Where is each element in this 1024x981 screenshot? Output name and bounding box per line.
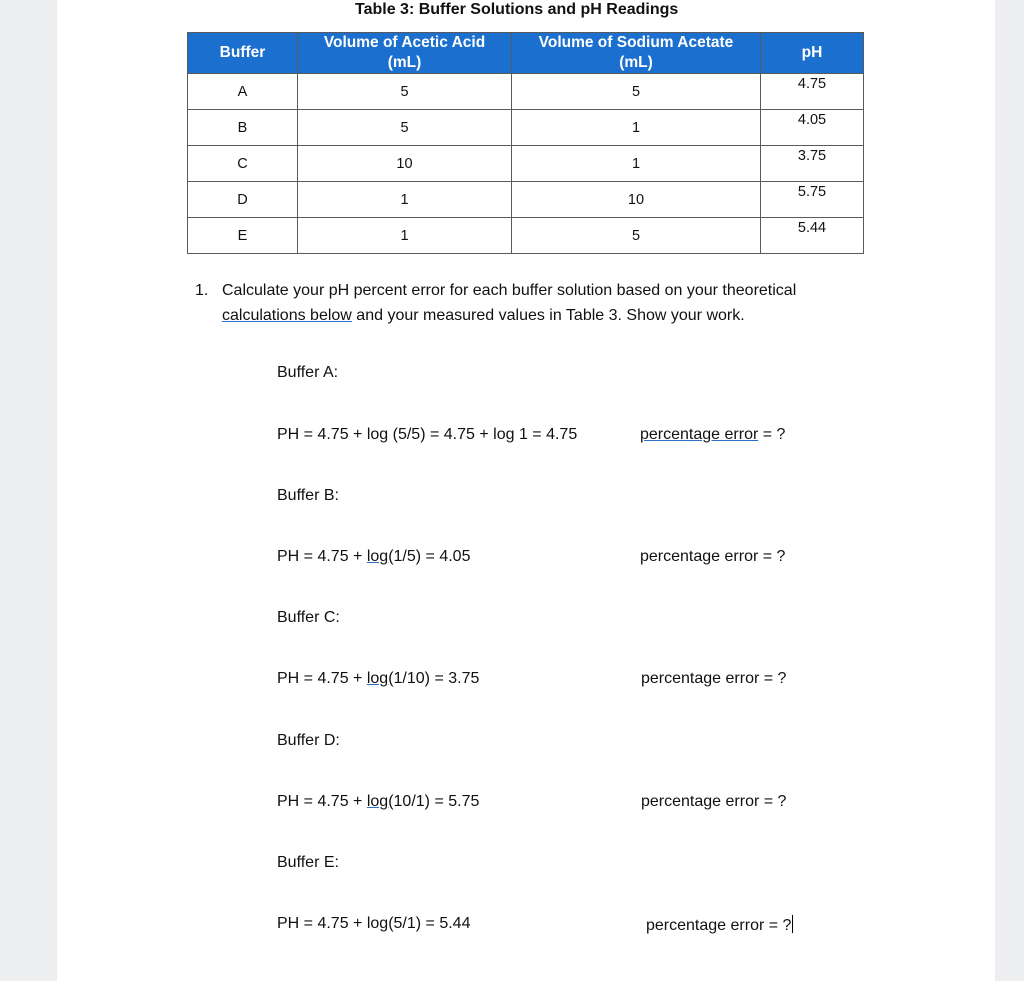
buffer-e-error[interactable]: percentage error = ? [646,917,792,934]
table-row [188,218,864,254]
table-header-row [188,33,864,74]
buffer-a-equation: PH = 4.75 + log (5/5) = 4.75 + log 1 = 4.75 [277,426,578,443]
cell-sodium: 1 [512,146,761,182]
buffer-d-equation: PH = 4.75 + log(10/1) = 5.75 [277,793,480,810]
buffer-table [187,32,864,254]
buffer-a-label: Buffer A: [277,364,339,381]
cell-buffer: C [188,146,298,182]
buffer-c-equation: PH = 4.75 + log(1/10) = 3.75 [277,670,480,687]
table-row [188,146,864,182]
buffer-e-label: Buffer E: [277,854,339,871]
cell-buffer: E [188,218,298,254]
text-cursor [792,915,793,933]
cell-acetic: 5 [298,74,512,110]
table-row [188,110,864,146]
cell-ph: 3.75 [761,146,864,182]
table-row [188,74,864,110]
cell-acetic: 1 [298,218,512,254]
buffer-b-label: Buffer B: [277,487,339,504]
table-title-text: Table 3: Buffer Solutions and pH Readings [355,1,679,18]
cell-sodium: 10 [512,182,761,218]
buffer-c-label: Buffer C: [277,609,340,626]
header-ph: pH [761,33,864,74]
cell-ph: 4.75 [761,74,864,110]
spellcheck-underline: calculations below [222,307,352,324]
cell-acetic: 1 [298,182,512,218]
cell-sodium: 5 [512,218,761,254]
cell-buffer: D [188,182,298,218]
buffer-b-error: percentage error = ? [640,548,786,565]
cell-acetic: 5 [298,110,512,146]
buffer-c-error: percentage error = ? [641,670,787,687]
question-text: Calculate your pH percent error for each buffer solution based on your theoretical calculations below and your measured values in Table 3. Show your work. [222,282,797,324]
buffer-b-equation: PH = 4.75 + log(1/5) = 4.05 [277,548,471,565]
cell-ph: 4.05 [761,110,864,146]
header-sodium-acetate: Volume of Sodium Acetate (mL) [512,33,761,74]
cell-sodium: 1 [512,110,761,146]
buffer-a-error: percentage error = ? [640,426,786,443]
buffer-e-equation: PH = 4.75 + log(5/1) = 5.44 [277,915,471,932]
cell-buffer: B [188,110,298,146]
buffer-d-error: percentage error = ? [641,793,787,810]
document-page[interactable] [57,0,995,981]
cell-ph: 5.44 [761,218,864,254]
header-buffer: Buffer [188,33,298,74]
table-row [188,182,864,218]
cell-acetic: 10 [298,146,512,182]
cell-buffer: A [188,74,298,110]
question-number: 1. [195,282,209,299]
buffer-d-label: Buffer D: [277,732,340,749]
header-acetic-acid: Volume of Acetic Acid (mL) [298,33,512,74]
cell-ph: 5.75 [761,182,864,218]
cell-sodium: 5 [512,74,761,110]
